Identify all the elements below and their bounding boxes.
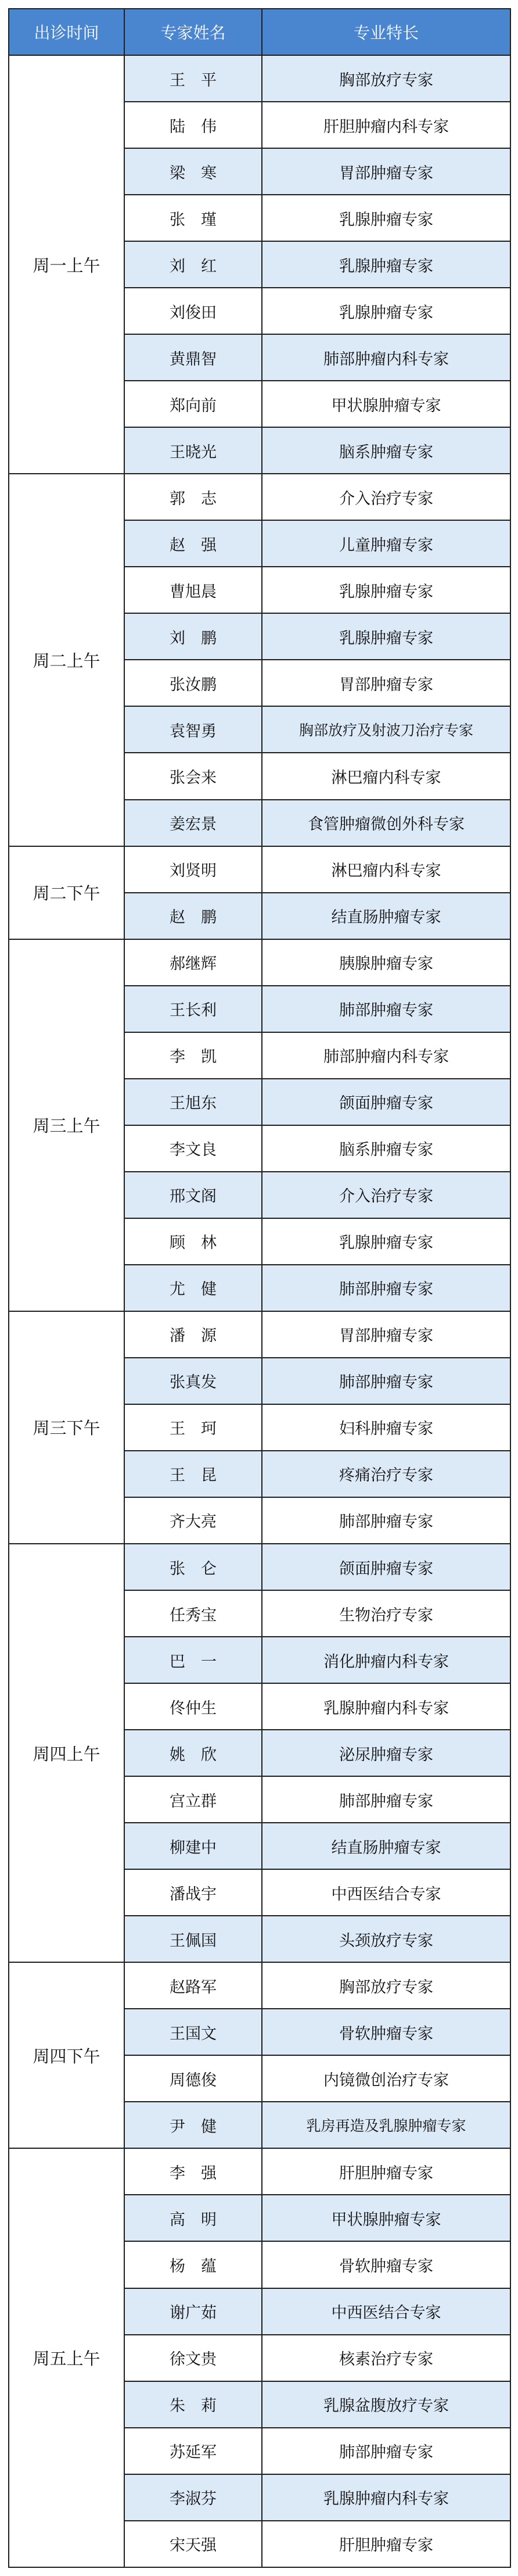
expert-name: 刘贤明 <box>124 846 262 893</box>
expert-name: 张真发 <box>124 1358 262 1404</box>
expert-name: 姜宏景 <box>124 800 262 846</box>
expert-name: 谢广茹 <box>124 2288 262 2335</box>
expert-name: 刘 鹏 <box>124 613 262 660</box>
expert-specialty: 脑系肿瘤专家 <box>262 427 510 474</box>
expert-specialty: 甲状腺肿瘤专家 <box>262 2195 510 2241</box>
expert-name: 周德俊 <box>124 2055 262 2102</box>
expert-specialty: 肺部肿瘤专家 <box>262 1358 510 1404</box>
expert-specialty: 儿童肿瘤专家 <box>262 520 510 567</box>
expert-specialty: 头颈放疗专家 <box>262 1916 510 1962</box>
expert-name: 宋天强 <box>124 2521 262 2567</box>
expert-name: 任秀宝 <box>124 1590 262 1637</box>
table-row <box>9 1544 510 1590</box>
expert-name: 张 瑾 <box>124 195 262 241</box>
expert-specialty: 食管肿瘤微创外科专家 <box>262 800 510 846</box>
expert-specialty: 介入治疗专家 <box>262 1172 510 1218</box>
expert-name: 巴 一 <box>124 1637 262 1683</box>
expert-specialty: 胃部肿瘤专家 <box>262 1311 510 1358</box>
expert-specialty: 甲状腺肿瘤专家 <box>262 381 510 427</box>
expert-specialty: 肺部肿瘤专家 <box>262 1497 510 1544</box>
expert-specialty: 胃部肿瘤专家 <box>262 660 510 706</box>
clinic-period: 周四下午 <box>9 1962 124 2148</box>
expert-specialty: 乳腺肿瘤专家 <box>262 567 510 613</box>
table-row <box>9 939 510 986</box>
expert-specialty: 乳腺肿瘤内科专家 <box>262 1683 510 1730</box>
expert-name: 张汝鹏 <box>124 660 262 706</box>
expert-specialty: 乳腺肿瘤内科专家 <box>262 2474 510 2521</box>
expert-specialty: 乳腺盆腹放疗专家 <box>262 2381 510 2428</box>
expert-name: 陆 伟 <box>124 102 262 148</box>
schedule-body <box>9 55 510 2567</box>
expert-name: 郝继辉 <box>124 939 262 986</box>
expert-specialty: 肺部肿瘤专家 <box>262 1776 510 1823</box>
expert-name: 王旭东 <box>124 1079 262 1125</box>
expert-specialty: 胃部肿瘤专家 <box>262 148 510 195</box>
expert-name: 王晓光 <box>124 427 262 474</box>
expert-specialty: 内镜微创治疗专家 <box>262 2055 510 2102</box>
expert-name: 李 凯 <box>124 1032 262 1079</box>
expert-name: 邢文阁 <box>124 1172 262 1218</box>
expert-name: 潘 源 <box>124 1311 262 1358</box>
expert-name: 李文良 <box>124 1125 262 1172</box>
expert-name: 赵 鹏 <box>124 893 262 939</box>
header-row <box>9 9 510 55</box>
expert-specialty: 乳腺肿瘤专家 <box>262 288 510 334</box>
expert-specialty: 胸部放疗及射波刀治疗专家 <box>262 706 510 753</box>
table-row <box>9 846 510 893</box>
expert-name: 张会来 <box>124 753 262 799</box>
expert-name: 潘战宇 <box>124 1869 262 1916</box>
expert-name: 赵路军 <box>124 1962 262 2009</box>
expert-name: 郑向前 <box>124 381 262 427</box>
expert-specialty: 颌面肿瘤专家 <box>262 1079 510 1125</box>
expert-specialty: 乳腺肿瘤专家 <box>262 241 510 288</box>
expert-specialty: 脑系肿瘤专家 <box>262 1125 510 1172</box>
expert-name: 赵 强 <box>124 520 262 567</box>
expert-name: 佟仲生 <box>124 1683 262 1730</box>
expert-name: 杨 蕴 <box>124 2241 262 2288</box>
expert-name: 顾 林 <box>124 1218 262 1265</box>
table-row <box>9 1311 510 1358</box>
expert-specialty: 颌面肿瘤专家 <box>262 1544 510 1590</box>
expert-specialty: 肺部肿瘤内科专家 <box>262 1032 510 1079</box>
table-row <box>9 55 510 102</box>
clinic-period: 周三下午 <box>9 1311 124 1544</box>
expert-name: 李 强 <box>124 2148 262 2195</box>
expert-specialty: 介入治疗专家 <box>262 474 510 520</box>
expert-specialty: 乳腺肿瘤专家 <box>262 613 510 660</box>
expert-name: 徐文贵 <box>124 2335 262 2381</box>
expert-specialty: 骨软肿瘤专家 <box>262 2009 510 2055</box>
expert-name: 张 仑 <box>124 1544 262 1590</box>
expert-name: 宫立群 <box>124 1776 262 1823</box>
expert-specialty: 骨软肿瘤专家 <box>262 2241 510 2288</box>
expert-name: 袁智勇 <box>124 706 262 753</box>
expert-specialty: 胸部放疗专家 <box>262 55 510 102</box>
expert-specialty: 消化肿瘤内科专家 <box>262 1637 510 1683</box>
expert-name: 王 昆 <box>124 1451 262 1497</box>
expert-name: 郭 志 <box>124 474 262 520</box>
expert-schedule-table <box>8 8 511 2568</box>
expert-specialty: 生物治疗专家 <box>262 1590 510 1637</box>
expert-specialty: 结直肠肿瘤专家 <box>262 893 510 939</box>
expert-specialty: 泌尿肿瘤专家 <box>262 1730 510 1776</box>
expert-specialty: 乳腺肿瘤专家 <box>262 1218 510 1265</box>
expert-specialty: 胸部放疗专家 <box>262 1962 510 2009</box>
clinic-period: 周二下午 <box>9 846 124 939</box>
expert-name: 李淑芬 <box>124 2474 262 2521</box>
table-row <box>9 474 510 520</box>
expert-specialty: 肺部肿瘤专家 <box>262 986 510 1032</box>
expert-name: 姚 欣 <box>124 1730 262 1776</box>
expert-specialty: 肺部肿瘤专家 <box>262 2428 510 2474</box>
expert-name: 柳建中 <box>124 1823 262 1869</box>
expert-specialty: 妇科肿瘤专家 <box>262 1404 510 1451</box>
expert-specialty: 肝胆肿瘤专家 <box>262 2521 510 2567</box>
clinic-period: 周一上午 <box>9 55 124 474</box>
expert-specialty: 结直肠肿瘤专家 <box>262 1823 510 1869</box>
expert-name: 苏延军 <box>124 2428 262 2474</box>
expert-name: 齐大亮 <box>124 1497 262 1544</box>
clinic-period: 周二上午 <box>9 474 124 846</box>
expert-specialty: 核素治疗专家 <box>262 2335 510 2381</box>
expert-name: 高 明 <box>124 2195 262 2241</box>
expert-specialty: 乳腺肿瘤专家 <box>262 195 510 241</box>
expert-specialty: 淋巴瘤内科专家 <box>262 753 510 799</box>
expert-name: 王 珂 <box>124 1404 262 1451</box>
expert-name: 王国文 <box>124 2009 262 2055</box>
table-row <box>9 2148 510 2195</box>
expert-specialty: 乳房再造及乳腺肿瘤专家 <box>262 2102 510 2148</box>
expert-specialty: 肝胆肿瘤内科专家 <box>262 102 510 148</box>
expert-name: 朱 莉 <box>124 2381 262 2428</box>
expert-name: 黄鼎智 <box>124 334 262 381</box>
expert-specialty: 胰腺肿瘤专家 <box>262 939 510 986</box>
expert-specialty: 淋巴瘤内科专家 <box>262 846 510 893</box>
expert-specialty: 肺部肿瘤专家 <box>262 1265 510 1311</box>
clinic-period: 周三上午 <box>9 939 124 1311</box>
clinic-period: 周五上午 <box>9 2148 124 2567</box>
expert-name: 曹旭晨 <box>124 567 262 613</box>
expert-name: 尤 健 <box>124 1265 262 1311</box>
expert-name: 王长利 <box>124 986 262 1032</box>
expert-name: 尹 健 <box>124 2102 262 2148</box>
expert-name: 王佩国 <box>124 1916 262 1962</box>
header-specialty: 专业特长 <box>262 9 510 55</box>
expert-name: 王 平 <box>124 55 262 102</box>
expert-name: 梁 寒 <box>124 148 262 195</box>
expert-specialty: 疼痛治疗专家 <box>262 1451 510 1497</box>
expert-specialty: 肺部肿瘤内科专家 <box>262 334 510 381</box>
expert-name: 刘 红 <box>124 241 262 288</box>
expert-specialty: 中西医结合专家 <box>262 1869 510 1916</box>
header-expert-name: 专家姓名 <box>124 9 262 55</box>
expert-specialty: 肝胆肿瘤专家 <box>262 2148 510 2195</box>
table-row <box>9 1962 510 2009</box>
expert-specialty: 中西医结合专家 <box>262 2288 510 2335</box>
header-clinic-time: 出诊时间 <box>9 9 124 55</box>
expert-name: 刘俊田 <box>124 288 262 334</box>
clinic-period: 周四上午 <box>9 1544 124 1962</box>
